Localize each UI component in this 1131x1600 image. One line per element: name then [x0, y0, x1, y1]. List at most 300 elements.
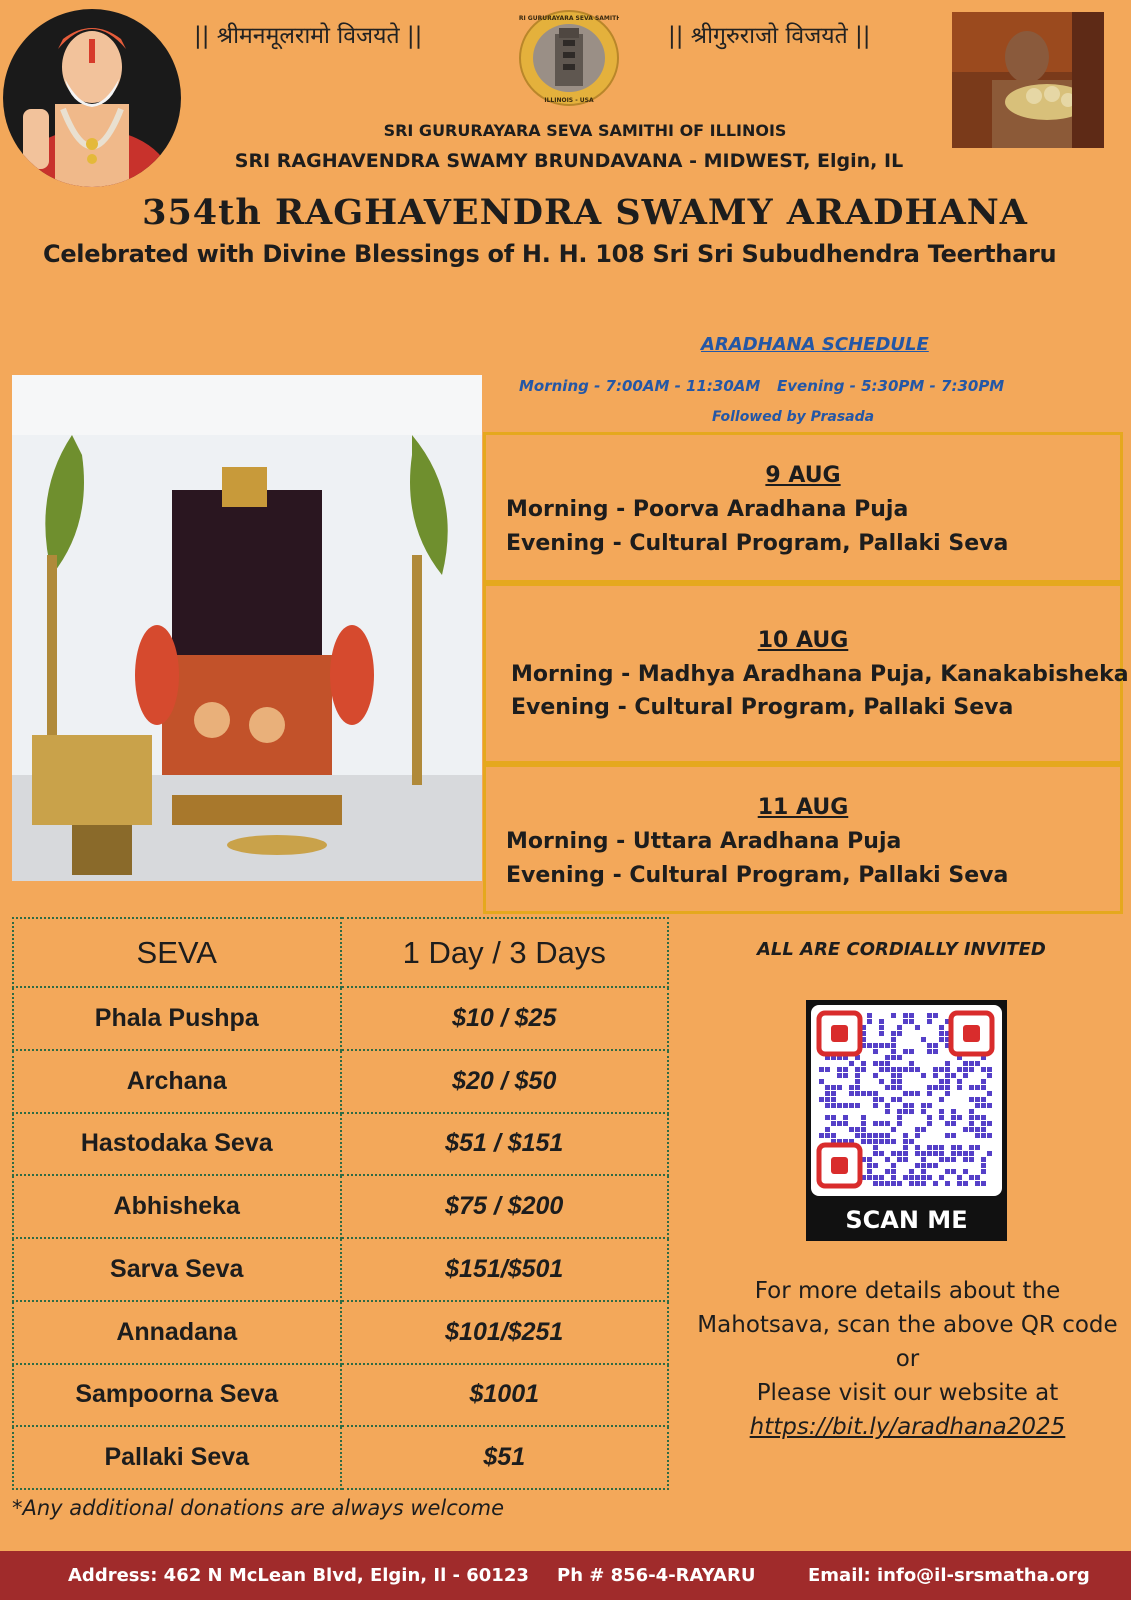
schedule-date: 11 AUG — [757, 795, 849, 820]
seva-price: $1001 — [341, 1364, 669, 1427]
qr-module — [849, 1091, 854, 1096]
schedule-date: 10 AUG — [757, 628, 849, 653]
qr-module — [843, 1067, 848, 1072]
qr-module — [891, 1181, 896, 1186]
schedule-date: 9 AUG — [765, 463, 841, 488]
qr-pattern — [811, 1005, 1002, 1196]
qr-module — [873, 1139, 878, 1144]
qr-module — [915, 1025, 920, 1030]
qr-module — [987, 1121, 992, 1126]
qr-module — [981, 1067, 986, 1072]
schedule-day — [483, 432, 1123, 583]
qr-module — [831, 1103, 836, 1108]
seva-name: Pallaki Seva — [13, 1426, 341, 1489]
qr-module — [831, 1133, 836, 1138]
qr-module — [933, 1085, 938, 1090]
qr-module — [903, 1139, 908, 1144]
qr-module — [939, 1151, 944, 1156]
qr-module — [969, 1157, 974, 1162]
qr-module — [987, 1067, 992, 1072]
qr-module — [981, 1133, 986, 1138]
schedule-day — [483, 764, 1123, 914]
qr-module — [879, 1061, 884, 1066]
qr-module — [885, 1103, 890, 1108]
qr-module — [981, 1085, 986, 1090]
qr-module — [897, 1025, 902, 1030]
qr-module — [867, 1169, 872, 1174]
qr-module — [927, 1049, 932, 1054]
qr-module — [939, 1115, 944, 1120]
footer-address: Address: 462 N McLean Blvd, Elgin, Il - 60123 — [68, 1565, 529, 1586]
qr-module — [879, 1019, 884, 1024]
qr-module — [837, 1085, 842, 1090]
schedule-evening: Evening - Cultural Program, Pallaki Seva — [511, 695, 1014, 720]
qr-module — [957, 1175, 962, 1180]
qr-module — [861, 1067, 866, 1072]
qr-module — [945, 1133, 950, 1138]
qr-module — [939, 1097, 944, 1102]
qr-module — [921, 1181, 926, 1186]
qr-module — [891, 1013, 896, 1018]
qr-module — [903, 1175, 908, 1180]
schedule-morning-time: Morning - 7:00AM - 11:30AM — [519, 377, 761, 395]
table-row — [13, 1426, 668, 1489]
qr-module — [957, 1115, 962, 1120]
qr-module — [903, 1157, 908, 1162]
qr-module — [975, 1175, 980, 1180]
qr-module — [897, 1181, 902, 1186]
qr-module — [873, 1049, 878, 1054]
qr-module — [957, 1151, 962, 1156]
qr-module — [921, 1175, 926, 1180]
qr-module — [879, 1175, 884, 1180]
qr-module — [987, 1151, 992, 1156]
qr-module — [855, 1067, 860, 1072]
footer-phone: Ph # 856-4-RAYARU — [557, 1565, 756, 1586]
qr-module — [891, 1139, 896, 1144]
qr-module — [927, 1091, 932, 1096]
qr-module — [855, 1073, 860, 1078]
qr-module — [867, 1163, 872, 1168]
qr-module — [873, 1163, 878, 1168]
footer-bar — [0, 1551, 1131, 1600]
qr-module — [903, 1103, 908, 1108]
seva-price: $51 — [341, 1426, 669, 1489]
qr-module — [921, 1103, 926, 1108]
qr-module — [879, 1025, 884, 1030]
schedule-day — [483, 583, 1129, 764]
qr-module — [969, 1067, 974, 1072]
qr-module — [831, 1091, 836, 1096]
qr-module — [903, 1151, 908, 1156]
qr-module — [903, 1019, 908, 1024]
donation-note: *Any additional donations are always welcome — [12, 1496, 505, 1520]
qr-module — [879, 1097, 884, 1102]
table-row — [13, 987, 668, 1050]
qr-module — [945, 1169, 950, 1174]
table-row — [13, 1050, 668, 1113]
seva-table — [12, 917, 669, 1490]
qr-module — [981, 1157, 986, 1162]
qr-module — [879, 1181, 884, 1186]
qr-module — [825, 1103, 830, 1108]
qr-module — [843, 1115, 848, 1120]
qr-module — [825, 1133, 830, 1138]
details-text — [680, 1274, 1131, 1444]
qr-module — [879, 1043, 884, 1048]
qr-module — [861, 1133, 866, 1138]
qr-module — [855, 1127, 860, 1132]
qr-module — [825, 1085, 830, 1090]
qr-module — [903, 1013, 908, 1018]
mantra-right: || श्रीगुरुराजो विजयते || — [668, 23, 871, 49]
qr-module — [885, 1067, 890, 1072]
schedule-morning: Morning - Poorva Aradhana Puja — [506, 497, 909, 522]
qr-module — [873, 1133, 878, 1138]
qr-module — [933, 1145, 938, 1150]
qr-module — [891, 1043, 896, 1048]
qr-module — [915, 1127, 920, 1132]
qr-module — [897, 1031, 902, 1036]
qr-module — [831, 1085, 836, 1090]
qr-module — [885, 1121, 890, 1126]
qr-module — [927, 1175, 932, 1180]
qr-module — [909, 1139, 914, 1144]
scan-me-label: SCAN ME — [845, 1206, 968, 1234]
qr-module — [897, 1055, 902, 1060]
qr-module — [891, 1031, 896, 1036]
qr-module — [975, 1133, 980, 1138]
qr-module — [963, 1073, 968, 1078]
qr-module — [957, 1067, 962, 1072]
qr-module — [873, 1091, 878, 1096]
qr-module — [951, 1145, 956, 1150]
qr-module — [819, 1097, 824, 1102]
qr-module — [957, 1145, 962, 1150]
qr-module — [867, 1013, 872, 1018]
qr-module — [825, 1115, 830, 1120]
qr-module — [861, 1091, 866, 1096]
qr-module — [873, 1061, 878, 1066]
qr-module — [963, 1061, 968, 1066]
qr-module — [819, 1133, 824, 1138]
qr-module — [873, 1121, 878, 1126]
qr-module — [987, 1103, 992, 1108]
qr-module — [981, 1163, 986, 1168]
qr-module — [951, 1073, 956, 1078]
qr-module — [939, 1109, 944, 1114]
table-row — [13, 1113, 668, 1176]
qr-module — [975, 1103, 980, 1108]
qr-module — [945, 1061, 950, 1066]
qr-module — [885, 1061, 890, 1066]
qr-module — [987, 1091, 992, 1096]
page-title: 354th RAGHAVENDRA SWAMY ARADHANA — [142, 192, 1028, 233]
qr-module — [945, 1121, 950, 1126]
qr-module — [831, 1115, 836, 1120]
details-line: For more details about the — [754, 1278, 1061, 1304]
qr-module — [945, 1079, 950, 1084]
table-row — [13, 1301, 668, 1364]
qr-module — [963, 1169, 968, 1174]
qr-module — [855, 1133, 860, 1138]
qr-module — [909, 1175, 914, 1180]
qr-module — [861, 1115, 866, 1120]
qr-module — [951, 1115, 956, 1120]
qr-module — [915, 1181, 920, 1186]
qr-module — [891, 1079, 896, 1084]
qr-module — [909, 1019, 914, 1024]
qr-module — [987, 1133, 992, 1138]
qr-module — [861, 1121, 866, 1126]
qr-module — [891, 1151, 896, 1156]
qr-module — [867, 1019, 872, 1024]
brundavana-name: SRI RAGHAVENDRA SWAMY BRUNDAVANA - MIDWEST, Elgin, IL — [234, 150, 904, 172]
qr-module — [921, 1037, 926, 1042]
qr-module — [927, 1019, 932, 1024]
qr-module — [927, 1121, 932, 1126]
qr-module — [903, 1091, 908, 1096]
schedule-morning: Morning - Uttara Aradhana Puja — [506, 829, 902, 854]
seva-name: Archana — [13, 1050, 341, 1113]
qr-module — [897, 1067, 902, 1072]
website-link[interactable]: https://bit.ly/aradhana2025 — [749, 1414, 1066, 1440]
qr-finder-center — [831, 1157, 848, 1174]
qr-module — [933, 1013, 938, 1018]
qr-module — [933, 1151, 938, 1156]
qr-module — [915, 1091, 920, 1096]
qr-module — [933, 1049, 938, 1054]
qr-module — [927, 1013, 932, 1018]
qr-module — [969, 1115, 974, 1120]
qr-module — [969, 1151, 974, 1156]
qr-module — [975, 1061, 980, 1066]
qr-module — [915, 1133, 920, 1138]
qr-module — [843, 1103, 848, 1108]
qr-module — [879, 1079, 884, 1084]
qr-module — [885, 1133, 890, 1138]
qr-module — [879, 1133, 884, 1138]
details-line: or — [895, 1346, 920, 1372]
qr-module — [939, 1157, 944, 1162]
qr-module — [831, 1121, 836, 1126]
qr-module — [897, 1079, 902, 1084]
seva-price: $101/$251 — [341, 1301, 669, 1364]
table-row — [13, 1238, 668, 1301]
qr-module — [891, 1127, 896, 1132]
qr-module — [843, 1073, 848, 1078]
followed-by-prasada: Followed by Prasada — [712, 409, 875, 425]
qr-module — [849, 1061, 854, 1066]
qr-module — [915, 1175, 920, 1180]
qr-module — [831, 1097, 836, 1102]
brundavana-altar-photo — [12, 375, 482, 881]
qr-module — [897, 1085, 902, 1090]
qr-module — [939, 1067, 944, 1072]
qr-module — [849, 1085, 854, 1090]
qr-module — [951, 1169, 956, 1174]
qr-module — [969, 1109, 974, 1114]
qr-module — [885, 1169, 890, 1174]
qr-module — [819, 1067, 824, 1072]
column-header-seva: SEVA — [13, 918, 341, 987]
qr-module — [939, 1031, 944, 1036]
qr-module — [867, 1091, 872, 1096]
qr-module — [939, 1037, 944, 1042]
qr-module — [969, 1145, 974, 1150]
qr-module — [891, 1073, 896, 1078]
qr-module — [855, 1079, 860, 1084]
qr-module — [927, 1145, 932, 1150]
qr-module — [969, 1121, 974, 1126]
qr-module — [963, 1157, 968, 1162]
qr-module — [987, 1073, 992, 1078]
qr-module — [897, 1073, 902, 1078]
qr-module — [885, 1109, 890, 1114]
logo-text-bottom: ILLINOIS - USA — [544, 97, 594, 104]
qr-module — [885, 1055, 890, 1060]
qr-module — [915, 1145, 920, 1150]
qr-module — [873, 1097, 878, 1102]
qr-module — [891, 1055, 896, 1060]
footer-email[interactable]: Email: info@il-srsmatha.org — [808, 1565, 1090, 1586]
page-subtitle: Celebrated with Divine Blessings of H. H. 108 Sri Sri Subudhendra Teertharu — [43, 240, 1057, 268]
qr-module — [909, 1091, 914, 1096]
qr-module — [981, 1103, 986, 1108]
qr-module — [939, 1145, 944, 1150]
qr-module — [903, 1145, 908, 1150]
seva-price: $151/$501 — [341, 1238, 669, 1301]
qr-module — [927, 1163, 932, 1168]
qr-module — [861, 1061, 866, 1066]
qr-module — [957, 1181, 962, 1186]
seva-price: $51 / $151 — [341, 1113, 669, 1176]
qr-module — [969, 1175, 974, 1180]
qr-module — [897, 1109, 902, 1114]
qr-module — [897, 1097, 902, 1102]
qr-module — [891, 1169, 896, 1174]
qr-module — [921, 1157, 926, 1162]
qr-module — [945, 1091, 950, 1096]
qr-module — [963, 1181, 968, 1186]
qr-module — [825, 1067, 830, 1072]
qr-module — [903, 1067, 908, 1072]
logo-text-top: SRI GURURAYARA SEVA SAMITHI — [519, 15, 619, 22]
qr-module — [873, 1145, 878, 1150]
qr-module — [975, 1145, 980, 1150]
qr-module — [963, 1151, 968, 1156]
qr-module — [879, 1151, 884, 1156]
qr-module — [909, 1103, 914, 1108]
qr-code[interactable] — [806, 1000, 1007, 1241]
qr-module — [897, 1157, 902, 1162]
schedule-morning: Morning - Madhya Aradhana Puja, Kanakabisheka — [511, 662, 1129, 687]
qr-module — [939, 1025, 944, 1030]
details-line: Please visit our website at — [756, 1380, 1059, 1406]
qr-module — [879, 1067, 884, 1072]
table-row — [13, 1175, 668, 1238]
qr-module — [933, 1181, 938, 1186]
qr-module — [963, 1067, 968, 1072]
qr-module — [903, 1049, 908, 1054]
qr-module — [933, 1043, 938, 1048]
qr-module — [921, 1163, 926, 1168]
seva-name: Abhisheka — [13, 1175, 341, 1238]
qr-module — [975, 1127, 980, 1132]
qr-finder-center — [963, 1025, 980, 1042]
qr-module — [945, 1085, 950, 1090]
qr-module — [873, 1151, 878, 1156]
qr-module — [909, 1109, 914, 1114]
seva-name: Annadana — [13, 1301, 341, 1364]
samithi-logo — [519, 10, 619, 106]
qr-module — [891, 1049, 896, 1054]
qr-module — [885, 1157, 890, 1162]
qr-module — [891, 1067, 896, 1072]
qr-module — [909, 1067, 914, 1072]
qr-module — [921, 1127, 926, 1132]
seva-price: $10 / $25 — [341, 987, 669, 1050]
qr-module — [975, 1181, 980, 1186]
qr-module — [981, 1079, 986, 1084]
qr-module — [951, 1157, 956, 1162]
qr-module — [963, 1127, 968, 1132]
qr-module — [885, 1181, 890, 1186]
qr-module — [933, 1067, 938, 1072]
qr-module — [867, 1139, 872, 1144]
qr-module — [939, 1085, 944, 1090]
qr-module — [849, 1103, 854, 1108]
schedule-evening-time: Evening - 5:30PM - 7:30PM — [777, 377, 1005, 395]
qr-module — [957, 1079, 962, 1084]
qr-module — [927, 1085, 932, 1090]
table-row — [13, 1364, 668, 1427]
schedule-heading: ARADHANA SCHEDULE — [701, 334, 929, 355]
qr-module — [915, 1163, 920, 1168]
qr-module — [867, 1175, 872, 1180]
qr-module — [873, 1175, 878, 1180]
qr-module — [951, 1151, 956, 1156]
qr-module — [903, 1133, 908, 1138]
qr-module — [969, 1097, 974, 1102]
qr-module — [909, 1169, 914, 1174]
qr-module — [891, 1037, 896, 1042]
qr-module — [897, 1151, 902, 1156]
qr-module — [873, 1043, 878, 1048]
qr-module — [945, 1067, 950, 1072]
qr-module — [849, 1127, 854, 1132]
qr-module — [933, 1073, 938, 1078]
qr-module — [897, 1121, 902, 1126]
qr-module — [945, 1181, 950, 1186]
qr-module — [843, 1121, 848, 1126]
qr-module — [873, 1103, 878, 1108]
qr-module — [891, 1163, 896, 1168]
qr-module — [927, 1103, 932, 1108]
qr-module — [981, 1181, 986, 1186]
qr-module — [921, 1169, 926, 1174]
qr-module — [891, 1085, 896, 1090]
qr-module — [897, 1115, 902, 1120]
qr-module — [933, 1163, 938, 1168]
qr-module — [981, 1169, 986, 1174]
qr-module — [867, 1157, 872, 1162]
column-header-price: 1 Day / 3 Days — [341, 918, 669, 987]
qr-module — [921, 1073, 926, 1078]
qr-module — [939, 1079, 944, 1084]
seva-name: Hastodaka Seva — [13, 1113, 341, 1176]
qr-module — [909, 1181, 914, 1186]
